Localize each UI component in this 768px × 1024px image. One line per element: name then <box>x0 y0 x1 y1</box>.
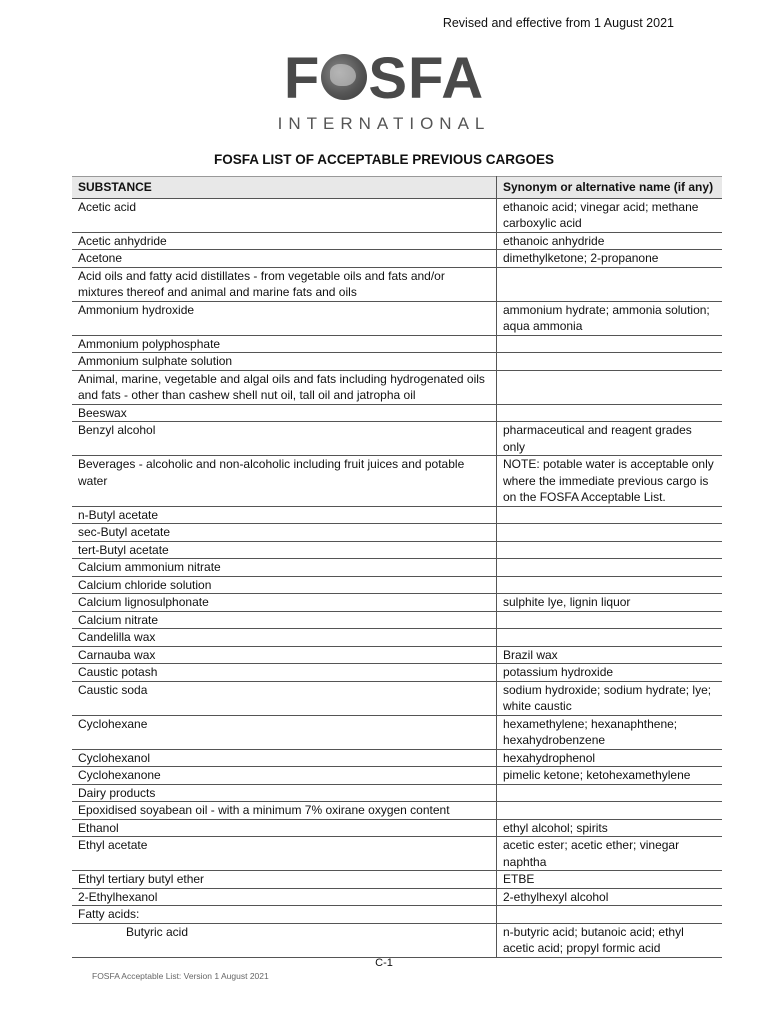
substance-cell: n-Butyl acetate <box>72 506 497 524</box>
synonym-cell: hexahydrophenol <box>497 749 723 767</box>
table-row <box>72 594 722 612</box>
synonym-cell: NOTE: potable water is acceptable only where the immediate previous cargo is on the FOSFA Acceptable List. <box>497 456 723 507</box>
fosfa-logo <box>264 46 504 134</box>
synonym-cell <box>497 906 723 924</box>
substance-cell: Ammonium polyphosphate <box>72 335 497 353</box>
synonym-cell: ammonium hydrate; ammonia solution; aqua ammonia <box>497 301 723 335</box>
substance-cell: Fatty acids: <box>72 906 497 924</box>
document-title: FOSFA LIST OF ACCEPTABLE PREVIOUS CARGOES <box>213 152 555 167</box>
synonym-cell <box>497 611 723 629</box>
synonym-cell: acetic ester; acetic ether; vinegar naphtha <box>497 837 723 871</box>
substance-cell: Calcium lignosulphonate <box>72 594 497 612</box>
substance-cell: Epoxidised soyabean oil - with a minimum 7% oxirane oxygen content <box>72 802 497 820</box>
synonym-cell <box>497 629 723 647</box>
table-row <box>72 232 722 250</box>
logo-letter-f: F <box>283 46 321 111</box>
substance-cell: Dairy products <box>72 784 497 802</box>
substance-cell: Beverages - alcoholic and non-alcoholic including fruit juices and potable water <box>72 456 497 507</box>
table-row <box>72 506 722 524</box>
table-row <box>72 767 722 785</box>
logo-letters-sfa: SFA <box>368 46 485 111</box>
table-row <box>72 837 722 871</box>
table-body <box>72 198 722 957</box>
page-number: C-1 <box>375 957 393 969</box>
substance-cell: Cyclohexane <box>72 715 497 749</box>
synonym-cell: ethanoic anhydride <box>497 232 723 250</box>
substance-cell: Calcium ammonium nitrate <box>72 559 497 577</box>
synonym-cell <box>497 335 723 353</box>
synonym-cell: n-butyric acid; butanoic acid; ethyl acetic acid; propyl formic acid <box>497 923 723 957</box>
substance-cell: Cyclohexanol <box>72 749 497 767</box>
table-row <box>72 576 722 594</box>
substance-cell: Calcium chloride solution <box>72 576 497 594</box>
synonym-cell: sodium hydroxide; sodium hydrate; lye; white caustic <box>497 681 723 715</box>
table-row <box>72 906 722 924</box>
substance-cell: Calcium nitrate <box>72 611 497 629</box>
substance-cell: Acetone <box>72 250 497 268</box>
table-row <box>72 819 722 837</box>
synonym-cell: sulphite lye, lignin liquor <box>497 594 723 612</box>
logo-wordmark <box>264 46 504 111</box>
synonym-cell: ETBE <box>497 871 723 889</box>
synonym-cell <box>497 576 723 594</box>
substance-cell: Cyclohexanone <box>72 767 497 785</box>
table-row <box>72 611 722 629</box>
table-row <box>72 559 722 577</box>
substance-cell: tert-Butyl acetate <box>72 541 497 559</box>
synonym-cell: pimelic ketone; ketohexamethylene <box>497 767 723 785</box>
revised-date-note: Revised and effective from 1 August 2021 <box>442 16 674 30</box>
substance-cell: Beeswax <box>72 404 497 422</box>
synonym-cell: potassium hydroxide <box>497 664 723 682</box>
synonym-cell <box>497 541 723 559</box>
synonym-cell <box>497 370 723 404</box>
table-row <box>72 646 722 664</box>
substance-cell: Benzyl alcohol <box>72 422 497 456</box>
table-row <box>72 198 722 232</box>
table-row <box>72 250 722 268</box>
table-row <box>72 923 722 957</box>
table-row <box>72 629 722 647</box>
substance-cell: 2-Ethylhexanol <box>72 888 497 906</box>
table-row <box>72 888 722 906</box>
synonym-cell <box>497 559 723 577</box>
globe-icon <box>321 54 367 100</box>
synonym-cell <box>497 267 723 301</box>
synonym-cell: pharmaceutical and reagent grades only <box>497 422 723 456</box>
synonym-cell: 2-ethylhexyl alcohol <box>497 888 723 906</box>
table-row <box>72 784 722 802</box>
synonym-cell: ethanoic acid; vinegar acid; methane carboxylic acid <box>497 198 723 232</box>
substance-cell: Caustic soda <box>72 681 497 715</box>
synonym-cell <box>497 353 723 371</box>
substance-cell: Ethyl acetate <box>72 837 497 871</box>
table-row <box>72 715 722 749</box>
synonym-cell <box>497 802 723 820</box>
substance-cell: Carnauba wax <box>72 646 497 664</box>
synonym-cell: ethyl alcohol; spirits <box>497 819 723 837</box>
table-row <box>72 541 722 559</box>
substance-cell: Butyric acid <box>72 923 497 957</box>
synonym-cell <box>497 524 723 542</box>
substance-cell: Candelilla wax <box>72 629 497 647</box>
table-row <box>72 370 722 404</box>
table-row <box>72 871 722 889</box>
table-row <box>72 301 722 335</box>
table-row <box>72 404 722 422</box>
table-row <box>72 664 722 682</box>
synonym-cell: Brazil wax <box>497 646 723 664</box>
synonym-cell: dimethylketone; 2-propanone <box>497 250 723 268</box>
table-row <box>72 422 722 456</box>
table-row <box>72 267 722 301</box>
synonym-cell <box>497 784 723 802</box>
table-row <box>72 456 722 507</box>
table-row <box>72 681 722 715</box>
table-row <box>72 802 722 820</box>
substance-cell: Ammonium sulphate solution <box>72 353 497 371</box>
table-row <box>72 353 722 371</box>
substance-cell: Acid oils and fatty acid distillates - from vegetable oils and fats and/or mixtures thereof and animal and marine fats and oils <box>72 267 497 301</box>
table-row <box>72 749 722 767</box>
substance-cell: Ammonium hydroxide <box>72 301 497 335</box>
header-substance: SUBSTANCE <box>72 177 497 199</box>
synonym-cell <box>497 506 723 524</box>
table-row <box>72 335 722 353</box>
substance-cell: Animal, marine, vegetable and algal oils and fats including hydrogenated oils and fats - other than cashew shell nut oil, tall oil and jatropha oil <box>72 370 497 404</box>
footer-version: FOSFA Acceptable List: Version 1 August 2021 <box>92 971 269 981</box>
substance-cell: Caustic potash <box>72 664 497 682</box>
table-header-row <box>72 177 722 199</box>
cargo-table <box>72 176 722 958</box>
table-row <box>72 524 722 542</box>
substance-cell: Acetic acid <box>72 198 497 232</box>
logo-subtitle: INTERNATIONAL <box>277 114 491 133</box>
synonym-cell: hexamethylene; hexanaphthene; hexahydrobenzene <box>497 715 723 749</box>
substance-cell: sec-Butyl acetate <box>72 524 497 542</box>
synonym-cell <box>497 404 723 422</box>
substance-cell: Ethyl tertiary butyl ether <box>72 871 497 889</box>
substance-cell: Acetic anhydride <box>72 232 497 250</box>
header-synonym: Synonym or alternative name (if any) <box>497 177 723 199</box>
substance-cell: Ethanol <box>72 819 497 837</box>
